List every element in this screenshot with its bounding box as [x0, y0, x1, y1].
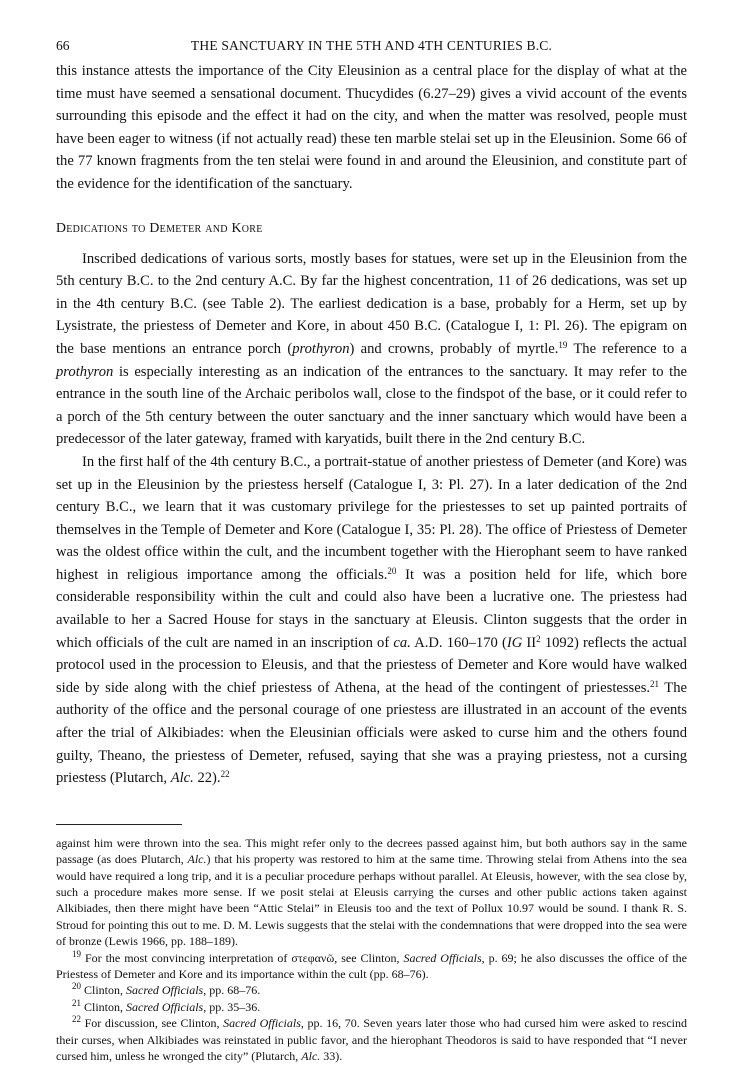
footnote-ref-21[interactable]: 21 — [650, 678, 660, 689]
footnote-19: $^{19}$ For the most convincing interpretation of στεφανῶ, see Clinton, Sacred Officials, p. 69; he also discusses the office of the Priestess of Demeter and Kore and its importance within the cult (pp. 68–76). — [56, 948, 688, 982]
footnotes — [56, 835, 687, 1065]
footnote-ref-20[interactable]: 20 — [387, 565, 397, 576]
section-heading: Dedications to Demeter and Kore — [56, 219, 263, 235]
intro-paragraph: this instance attests the importance of the City Eleusinion as a central place for the display of what at the time must have seemed a sensational document. Thucydides (6.27–29) gives a vivid account of the events surrounding this episode and the effect it had on the city, and when the matter was resolved, people must have been eager to witness (if not actually read) these ten marble stelai set up in the Eleusinion. Some 66 of the 77 known fragments from the ten stelai were found in and around the Eleusinion, and constitute part of the evidence for the identification of the sanctuary. — [56, 63, 687, 192]
footnote-21: $^{21}$ Clinton, Sacred Officials, pp. 35–36. — [72, 997, 261, 1014]
footnote-ref-19[interactable]: 19 — [558, 339, 568, 350]
footnote-ref-22[interactable]: 22 — [220, 769, 230, 780]
term-prothyron: prothyron — [292, 340, 350, 357]
footnote-22: $^{22}$ For discussion, see Clinton, Sacred Officials, pp. 16, 70. Seven years later those who had cursed him were asked to rescind their curses, when Alkibiades was reinstated in public favor, and the hierophant Theodoros is said to have responded that “I never cursed him, unless he wronged the city” (Plutarch, Alc. 33). — [56, 1014, 687, 1064]
footnote-divider — [56, 824, 182, 825]
footnote-continued: against him were thrown into the sea. This might refer only to the decrees passed against him, but both authors say in the same passage (as does Plutarch, Alc.) that his property was restored to him at the same time. Throwing stelai from Athens into the sea would have required a long trip, and it is a peculiar procedure perhaps without parallel. At Eleusis, however, with the sea close by, such a procedure makes more sense. If we posit stelai at Eleusis carrying the curses and other public actions taken against Alkibiades, then there might have been “Attic Stelai” in Eleusis too and the text of Pollux 10.97 would be sound. I thank R. S. Stroud for pointing this out to me. D. M. Lewis suggests that the stelai with the condemnations that were dropped into the sea were of bronze (Lewis 1966, pp. 188–189). — [56, 835, 687, 949]
term-prothyron: prothyron — [56, 363, 114, 380]
page-number: 66 — [56, 38, 70, 53]
main-text — [56, 60, 687, 790]
running-title: THE SANCTUARY IN THE 5TH AND 4TH CENTURIES B.C. — [190, 38, 553, 53]
page-header — [56, 38, 687, 60]
document-page — [56, 38, 687, 1065]
footnote-20: $^{20}$ Clinton, Sacred Officials, pp. 68–76. — [72, 981, 261, 998]
greek-word: στεφανῶ — [291, 950, 335, 965]
paragraph-dedications: Inscribed dedications of various sorts, mostly bases for statues, were set up in the Eleusinion from the 5th century B.C. to the 2nd century A.C. By far the highest concentration, 11 of 26 dedications, was set up in the 4th century B.C. (see Table 2). The earliest dedication is a base, probably for a Herm, set up by Lysistrate, the priestess of Demeter and Kore, in about 450 B.C. (Catalogue I, 1: Pl. 26). The epigram on the base mentions an entrance porch (prothyron) and crowns, probably of myrtle.$^{19}$ The reference to a prothyron is especially interesting as an indication of the entrances to the sanctuary. It may refer to the entrance in the south line of the Archaic peribolos wall, close to the findspot of the base, or it could refer to a porch of the 5th century between the outer sanctuary and the inner sanctuary which would have been a predecessor of the later gateway, framed with karyatids, built there in the 2nd century B.C. — [56, 250, 687, 448]
paragraph-priestess: In the first half of the 4th century B.C., a portrait-statue of another priestess of Demeter (and Kore) was set up in the Eleusinion by the priestess herself (Catalogue I, 3: Pl. 27). In a later dedication of the 2nd century B.C., we learn that it was customary privilege for the priestesses to set up painted portraits of themselves in the Temple of Demeter and Kore (Catalogue I, 35: Pl. 28). The office of Priestess of Demeter was the oldest office within the cult, and the incumbent together with the Hierophant seem to have ranked highest in religious importance among the officials.$^{20}$ It was a position held for life, which bore considerable responsibility within the cult and could also have been a lucrative one. The priestess had available to her a Sacred House for stays in the sanctuary at Eleusis. Clinton suggests that the order in which officials of the cult are named in an inscription of ca. A.D. 160–170 (IG $II^2$ 1092) reflects the actual protocol used in the procession to Eleusis, and that the priestess of Demeter and Kore would have walked side by side along with the chief priestess of Athena, at the head of the contingent of priestesses.$^{21}$ The authority of the office and the personal courage of one priestess are illustrated in an account of the events after the trial of Alkibiades: when the Eleusinian officials were asked to curse him and the others found guilty, Theano, the priestess of Demeter, refused, saying that she was a praying priestess, not a cursing priestess (Plutarch, Alc. 22).$^{22}$ — [56, 453, 688, 787]
